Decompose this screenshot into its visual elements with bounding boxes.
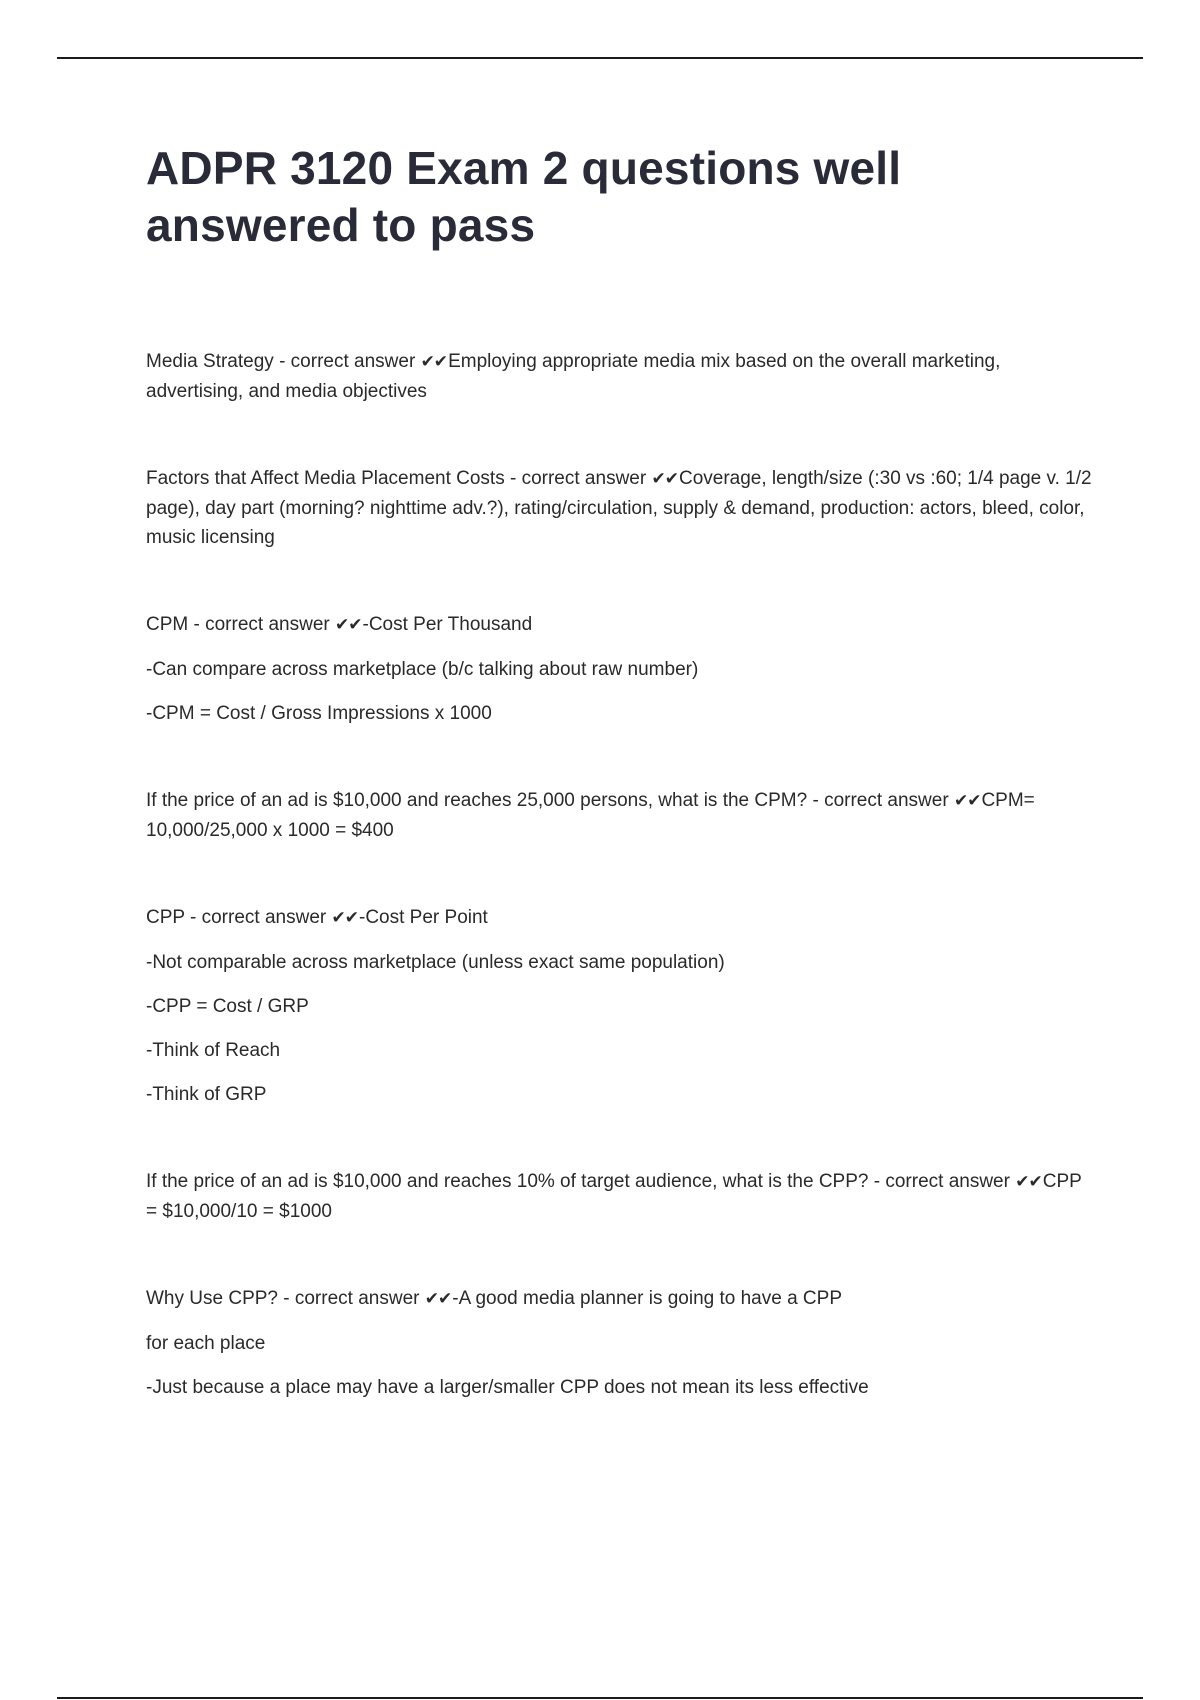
answer-line: -Not comparable across marketplace (unless exact same population) xyxy=(146,952,725,973)
qa-item xyxy=(146,347,1096,406)
answer-label: - correct answer xyxy=(273,351,421,372)
answer-label: - correct answer xyxy=(807,790,954,811)
qa-item xyxy=(146,1284,1096,1402)
qa-item xyxy=(146,786,1096,845)
answer-label: - correct answer xyxy=(188,614,335,635)
answer-line: -Just because a place may have a larger/smaller CPP does not mean its less effective xyxy=(146,1377,869,1398)
answer-line: Employing appropriate media mix based on the overall marketing, advertising, and media objectives xyxy=(146,351,1001,402)
answer-line: -A good media planner is going to have a CPP xyxy=(452,1288,843,1309)
answer-line: CPP = $10,000/10 = $1000 xyxy=(146,1171,1082,1222)
checkmark-icon: ✔✔ xyxy=(953,791,981,811)
question: Media Strategy xyxy=(146,351,274,372)
checkmark-icon: ✔✔ xyxy=(651,469,678,489)
answer-line: for each place xyxy=(146,1333,266,1354)
checkmark-icon: ✔✔ xyxy=(424,1289,452,1309)
checkmark-icon: ✔✔ xyxy=(331,908,358,928)
question: Factors that Affect Media Placement Costs xyxy=(146,468,505,489)
answer-line: -Think of GRP xyxy=(146,1084,267,1105)
top-rule xyxy=(57,57,1143,59)
question: If the price of an ad is $10,000 and reaches 10% of target audience, what is the CPP? xyxy=(146,1171,869,1192)
qa-list xyxy=(146,347,1096,1402)
answer-line: CPM= 10,000/25,000 x 1000 = $400 xyxy=(146,790,1035,841)
answer-label: - correct answer xyxy=(868,1171,1016,1192)
document-title: ADPR 3120 Exam 2 questions well answered to pass xyxy=(146,142,902,251)
answer-line: -CPP = Cost / GRP xyxy=(146,996,309,1017)
checkmark-icon: ✔✔ xyxy=(420,352,448,372)
answer-line: -Can compare across marketplace (b/c talking about raw number) xyxy=(146,659,699,680)
answer-line: -Cost Per Thousand xyxy=(362,614,533,635)
answer-line: -Think of Reach xyxy=(146,1040,281,1061)
answer-label: - correct answer xyxy=(184,907,332,928)
page-content xyxy=(146,140,1096,1460)
answer-line: Coverage, length/size (:30 vs :60; 1/4 page v. 1/2 page), day part (morning? nighttime adv.?), rating/circulation, supply & demand, production: actors, bleed, color, music licensing xyxy=(146,468,1092,548)
checkmark-icon: ✔✔ xyxy=(335,615,362,635)
answer-label: - correct answer xyxy=(277,1288,425,1309)
question: If the price of an ad is $10,000 and reaches 25,000 persons, what is the CPM? xyxy=(146,790,808,811)
answer-line: -Cost Per Point xyxy=(359,907,488,928)
bottom-rule xyxy=(57,1697,1143,1699)
qa-item xyxy=(146,464,1096,552)
qa-item xyxy=(146,1167,1096,1226)
question: CPM xyxy=(146,614,189,635)
question: Why Use CPP? xyxy=(146,1288,278,1309)
qa-item xyxy=(146,610,1096,728)
checkmark-icon: ✔✔ xyxy=(1015,1172,1042,1192)
answer-line: -CPM = Cost / Gross Impressions x 1000 xyxy=(146,703,492,724)
qa-item xyxy=(146,903,1096,1109)
question: CPP xyxy=(146,907,185,928)
answer-label: - correct answer xyxy=(504,468,652,489)
